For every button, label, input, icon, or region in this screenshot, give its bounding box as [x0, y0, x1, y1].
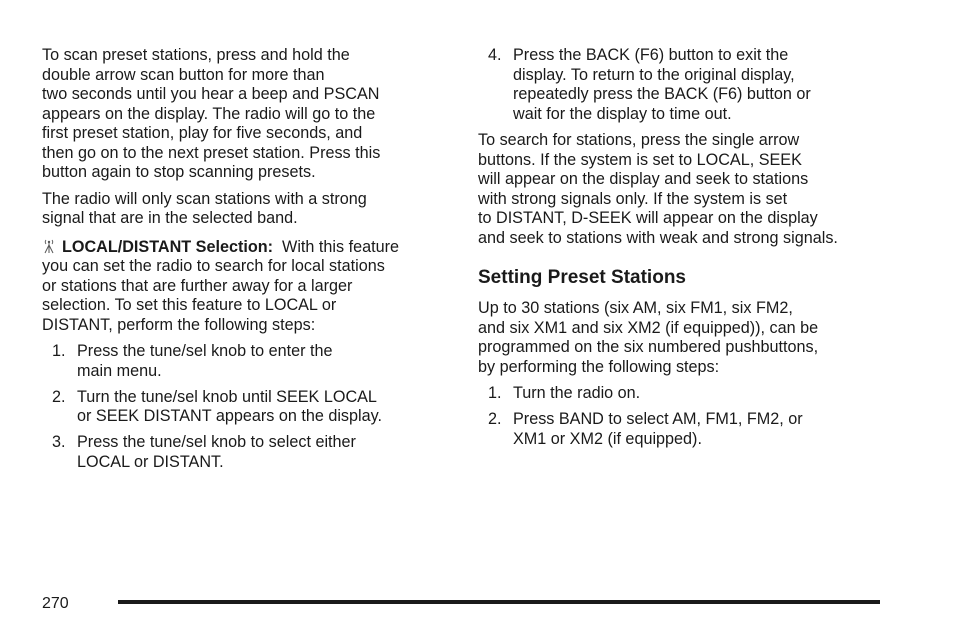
- text-line: two seconds until you hear a beep and PSCAN: [42, 85, 380, 103]
- text-line: Press the BACK (F6) button to exit the: [513, 46, 789, 64]
- footer-divider: [118, 600, 880, 604]
- step-number: 1.: [52, 342, 66, 360]
- text-line: LOCAL or DISTANT.: [77, 452, 224, 471]
- list-item: [42, 342, 442, 381]
- list-item: [478, 46, 888, 124]
- step-number: 2.: [52, 387, 66, 406]
- text-line: Press the tune/sel knob to enter the: [77, 342, 333, 360]
- preset-steps: [478, 384, 888, 449]
- text-line: programmed on the six numbered pushbuttons,: [478, 338, 819, 356]
- text-line: button again to stop scanning presets.: [42, 163, 316, 181]
- left-column: [42, 46, 442, 479]
- text-line: Press the tune/sel knob to select either: [77, 433, 356, 451]
- list-item: [478, 384, 888, 404]
- text-line: Press BAND to select AM, FM1, FM2, or: [513, 410, 803, 428]
- text-line: selection. To set this feature to LOCAL or: [42, 296, 337, 314]
- text-line: XM1 or XM2 (if equipped).: [513, 429, 702, 448]
- text-line: To scan preset stations, press and hold the: [42, 46, 350, 64]
- text-line: or stations that are further away for a larger: [42, 276, 353, 295]
- continued-steps: [478, 46, 888, 124]
- list-item: [478, 410, 888, 449]
- text-line: Up to 30 stations (six AM, six FM1, six FM2,: [478, 299, 793, 317]
- text-line: With this feature: [282, 237, 400, 256]
- step-number: 3.: [52, 433, 66, 451]
- list-item: [42, 388, 442, 427]
- text-line: by performing the following steps:: [478, 357, 720, 376]
- page-number: 270: [42, 595, 69, 612]
- preset-stations-paragraph: [478, 299, 888, 377]
- scan-presets-paragraph: [42, 46, 442, 183]
- text-line: display. To return to the original display,: [513, 65, 795, 84]
- text-line: buttons. If the system is set to LOCAL, SEEK: [478, 150, 802, 169]
- text-line: The radio will only scan stations with a strong: [42, 189, 367, 208]
- text-line: Turn the radio on.: [513, 384, 641, 402]
- text-line: wait for the display to time out.: [513, 104, 732, 123]
- local-distant-paragraph: [42, 238, 442, 336]
- text-line: and six XM1 and six XM2 (if equipped)), can be: [478, 318, 819, 337]
- text-line: and seek to stations with weak and strong signals.: [478, 228, 838, 247]
- step-number: 4.: [488, 46, 502, 64]
- step-number: 1.: [488, 384, 502, 402]
- local-distant-heading: LOCAL/DISTANT Selection:: [62, 237, 274, 256]
- local-distant-steps: [42, 342, 442, 472]
- text-line: you can set the radio to search for local stations: [42, 257, 385, 275]
- text-line: or SEEK DISTANT appears on the display.: [77, 407, 383, 425]
- text-line: with strong signals only. If the system is set: [478, 189, 788, 208]
- list-item: [42, 433, 442, 472]
- text-line: signal that are in the selected band.: [42, 209, 298, 227]
- search-stations-paragraph: [478, 131, 888, 248]
- text-line: repeatedly press the BACK (F6) button or: [513, 85, 811, 103]
- text-line: [42, 238, 442, 258]
- text-line: Turn the tune/sel knob until SEEK LOCAL: [77, 387, 377, 406]
- text-line: main menu.: [77, 361, 162, 380]
- section-heading: Setting Preset Stations: [478, 267, 686, 288]
- text-line: DISTANT, perform the following steps:: [42, 315, 316, 334]
- antenna-icon: [42, 238, 56, 254]
- step-number: 2.: [488, 410, 502, 428]
- right-column: [478, 46, 888, 456]
- text-line: first preset station, play for five seconds, and: [42, 124, 363, 142]
- text-line: appears on the display. The radio will go to the: [42, 104, 376, 123]
- text-line: To search for stations, press the single arrow: [478, 131, 800, 149]
- text-line: then go on to the next preset station. Press this: [42, 143, 381, 162]
- text-line: will appear on the display and seek to stations: [478, 170, 809, 188]
- text-line: to DISTANT, D-SEEK will appear on the display: [478, 209, 818, 227]
- scan-strong-signal-paragraph: [42, 190, 442, 229]
- text-line: double arrow scan button for more than: [42, 65, 325, 84]
